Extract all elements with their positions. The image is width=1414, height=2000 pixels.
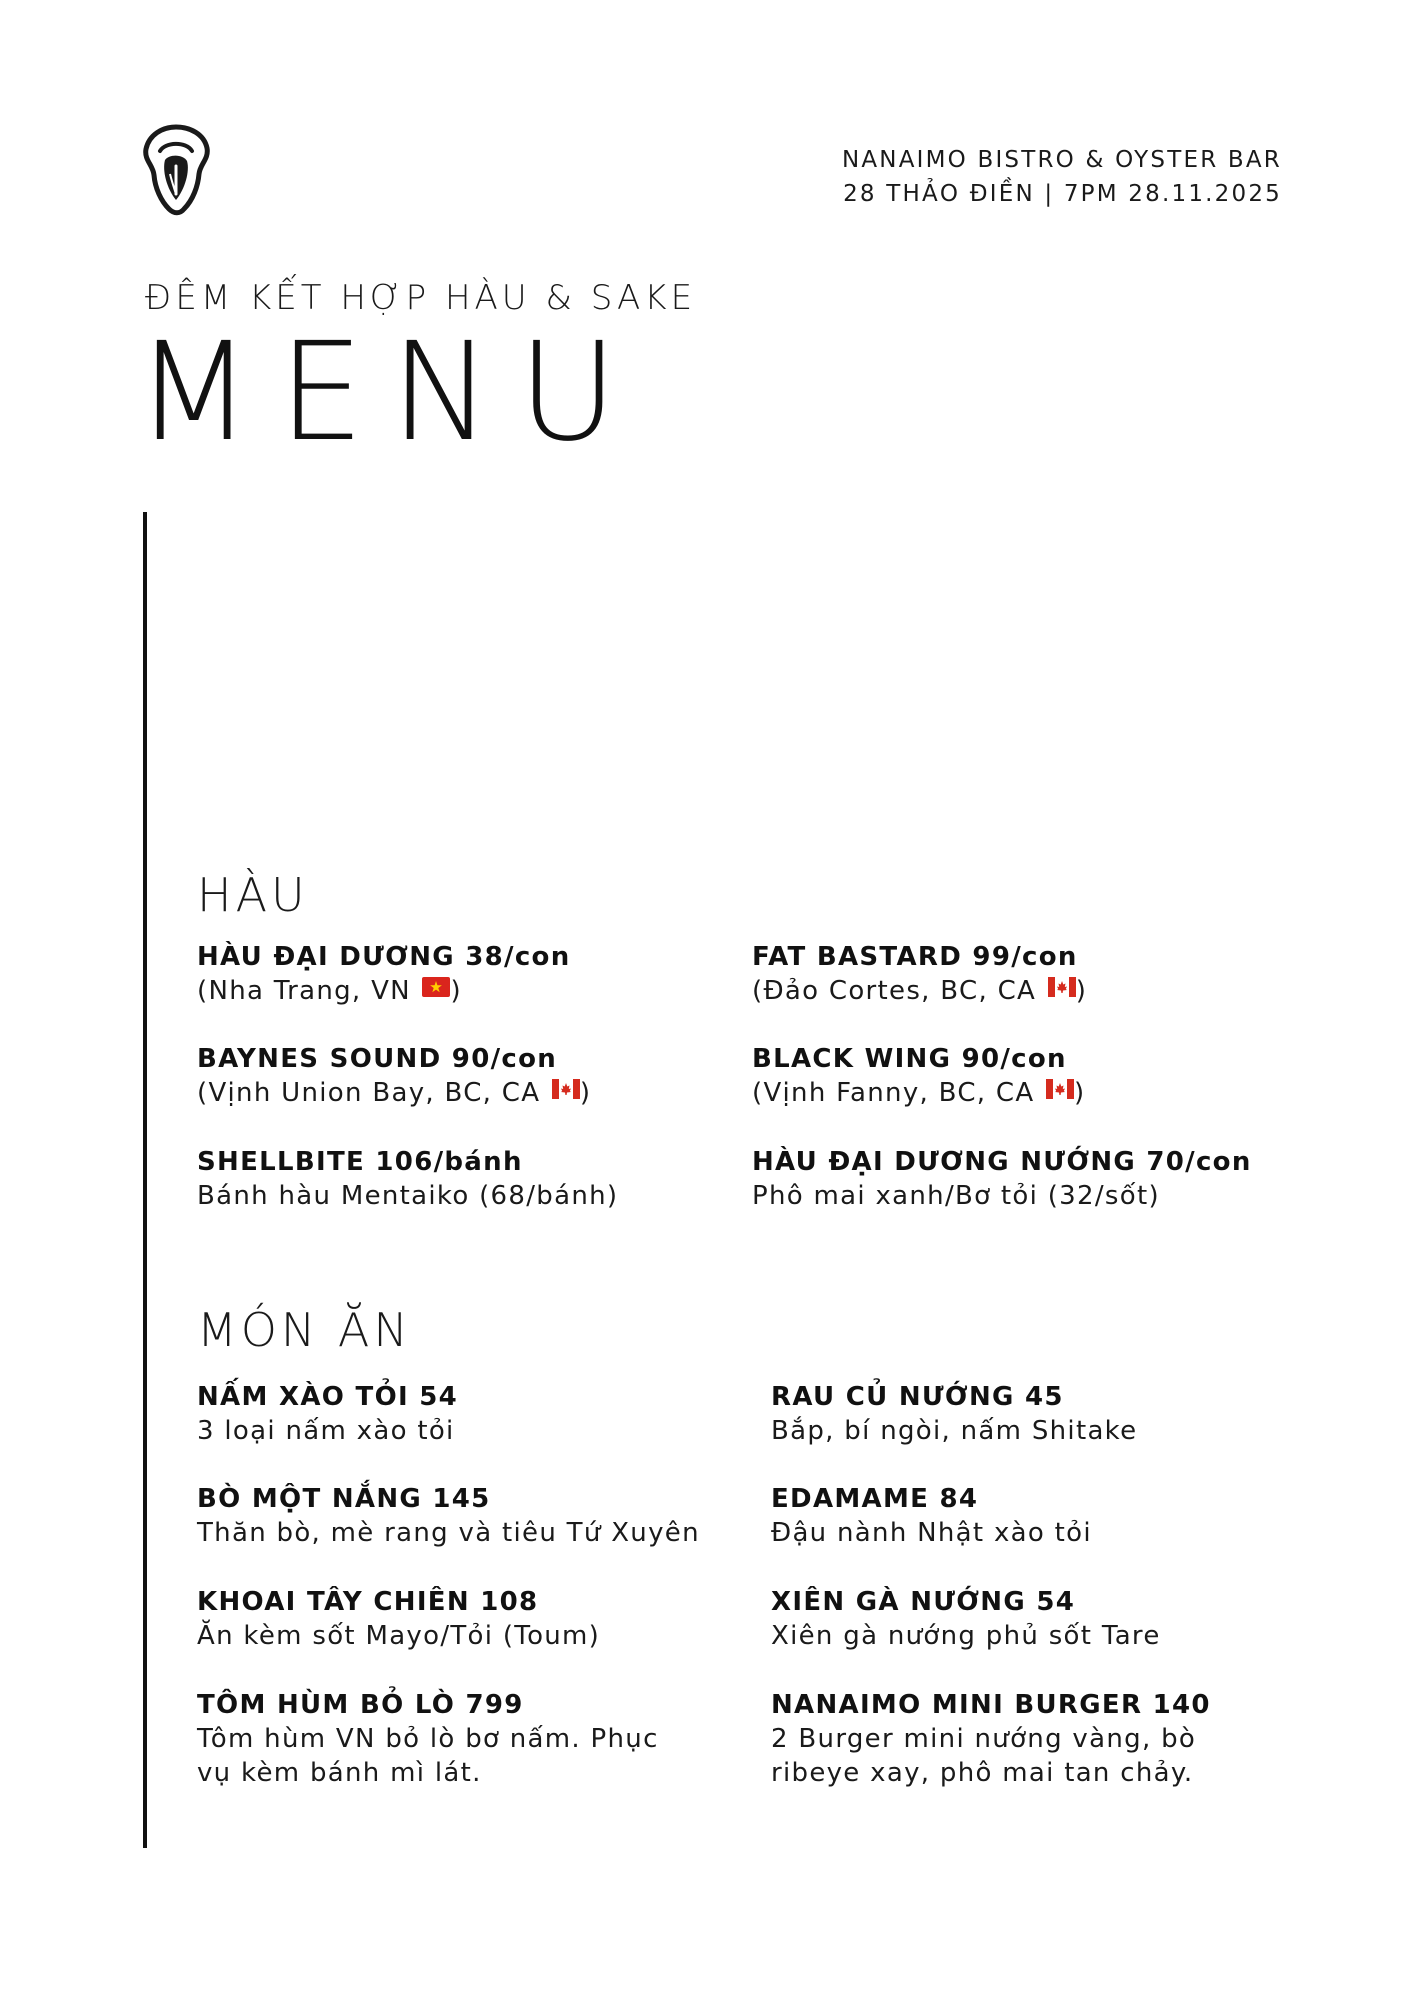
menu-item bbox=[771, 1482, 1092, 1550]
menu-item bbox=[752, 940, 1087, 1009]
item-desc: (Đảo Cortes, BC, CA ) bbox=[752, 974, 1087, 1009]
item-name: FAT BASTARD 99/con bbox=[752, 942, 1078, 972]
item-desc: 3 loại nấm xào tỏi bbox=[197, 1416, 455, 1446]
item-desc-line: 2 Burger mini nướng vàng, bò bbox=[771, 1724, 1197, 1754]
vietnam-flag-icon bbox=[422, 972, 450, 1006]
canada-flag-icon bbox=[552, 1074, 580, 1108]
item-name: HÀU ĐẠI DƯƠNG NƯỚNG 70/con bbox=[752, 1147, 1252, 1177]
menu-item bbox=[197, 1145, 618, 1213]
item-desc-line: ribeye xay, phô mai tan chảy. bbox=[771, 1758, 1194, 1788]
item-desc: (Nha Trang, VN ) bbox=[197, 974, 571, 1009]
menu-item bbox=[752, 1145, 1252, 1213]
address-time: 28 THẢO ĐIỀN | 7PM 28.11.2025 bbox=[843, 181, 1282, 207]
item-name: XIÊN GÀ NƯỚNG 54 bbox=[771, 1587, 1076, 1617]
event-subtitle: ĐÊM KẾT HỢP HÀU & SAKE bbox=[145, 278, 697, 318]
menu-item bbox=[771, 1380, 1137, 1448]
item-desc: Bánh hàu Mentaiko (68/bánh) bbox=[197, 1181, 619, 1211]
item-desc-line: vụ kèm bánh mì lát. bbox=[197, 1758, 482, 1788]
item-name: RAU CỦ NƯỚNG 45 bbox=[771, 1382, 1064, 1412]
menu-item bbox=[197, 1585, 600, 1653]
page-title: MENU bbox=[135, 314, 644, 472]
menu-item bbox=[771, 1688, 1211, 1790]
menu-item bbox=[197, 1380, 458, 1448]
item-desc-line: Tôm hùm VN bỏ lò bơ nấm. Phục bbox=[197, 1724, 659, 1754]
item-name: BÒ MỘT NẮNG 145 bbox=[197, 1484, 491, 1514]
item-name: BAYNES SOUND 90/con bbox=[197, 1044, 558, 1074]
item-name: EDAMAME 84 bbox=[771, 1484, 979, 1514]
venue-name: NANAIMO BISTRO & OYSTER BAR bbox=[841, 147, 1282, 173]
canada-flag-icon bbox=[1046, 1074, 1074, 1108]
canada-flag-icon bbox=[1048, 972, 1076, 1006]
item-desc: Phô mai xanh/Bơ tỏi (32/sốt) bbox=[752, 1181, 1160, 1211]
item-name: SHELLBITE 106/bánh bbox=[197, 1147, 523, 1177]
menu-item bbox=[197, 1042, 591, 1111]
item-name: NANAIMO MINI BURGER 140 bbox=[771, 1690, 1211, 1720]
item-name: HÀU ĐẠI DƯƠNG 38/con bbox=[197, 942, 571, 972]
section-title-oysters: HÀU bbox=[197, 868, 309, 922]
menu-item bbox=[771, 1585, 1161, 1653]
vertical-divider bbox=[143, 512, 147, 1848]
item-desc: Đậu nành Nhật xào tỏi bbox=[771, 1518, 1092, 1548]
menu-item bbox=[752, 1042, 1085, 1111]
item-desc: Thăn bò, mè rang và tiêu Tứ Xuyên bbox=[197, 1518, 700, 1548]
menu-item bbox=[197, 1688, 659, 1790]
item-desc: (Vịnh Union Bay, BC, CA ) bbox=[197, 1076, 591, 1111]
menu-item bbox=[197, 1482, 700, 1550]
item-name: TÔM HÙM BỎ LÒ 799 bbox=[197, 1690, 524, 1720]
item-name: BLACK WING 90/con bbox=[752, 1044, 1067, 1074]
item-desc: Bắp, bí ngòi, nấm Shitake bbox=[771, 1416, 1138, 1446]
item-name: NẤM XÀO TỎI 54 bbox=[197, 1382, 459, 1412]
oyster-logo-icon bbox=[140, 124, 212, 216]
menu-item bbox=[197, 940, 571, 1009]
item-desc: Ăn kèm sốt Mayo/Tỏi (Toum) bbox=[197, 1621, 601, 1651]
item-name: KHOAI TÂY CHIÊN 108 bbox=[197, 1587, 539, 1617]
section-title-dishes: MÓN ĂN bbox=[197, 1303, 412, 1357]
item-desc: (Vịnh Fanny, BC, CA ) bbox=[752, 1076, 1085, 1111]
venue-info bbox=[842, 143, 1282, 211]
item-desc: Xiên gà nướng phủ sốt Tare bbox=[771, 1621, 1161, 1651]
